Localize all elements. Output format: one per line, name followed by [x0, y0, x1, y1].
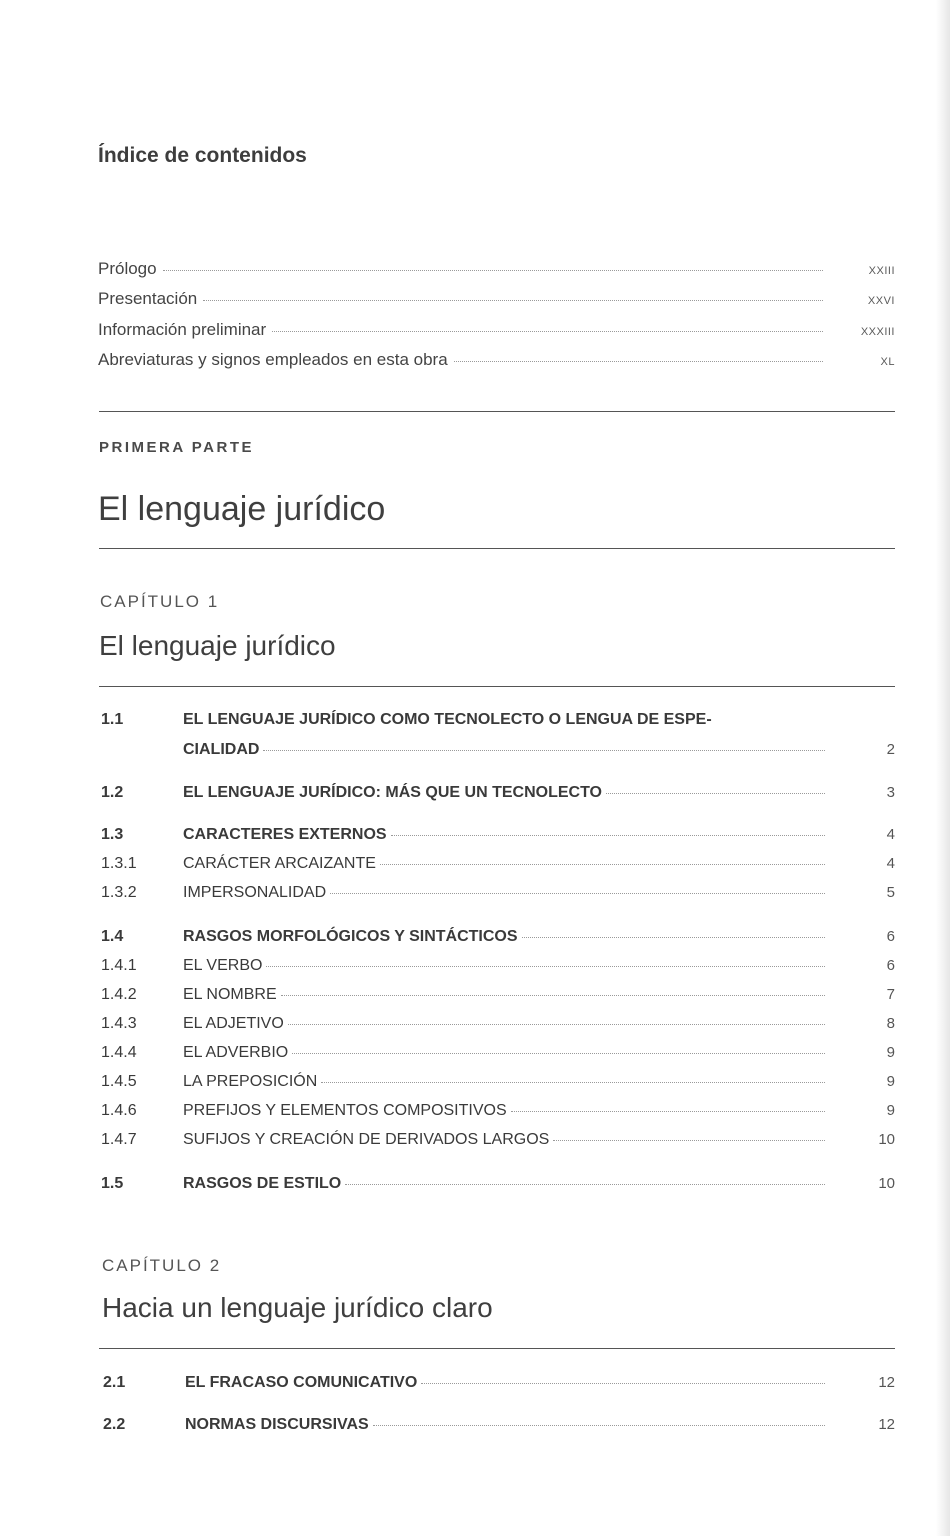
toc-entry[interactable] — [103, 1416, 895, 1434]
toc-entry-number: 1.4.1 — [101, 957, 137, 974]
part-label: PRIMERA PARTE — [99, 439, 255, 456]
dot-leader — [272, 331, 823, 332]
toc-entry-title: CARÁCTER ARCAIZANTE — [183, 855, 376, 872]
toc-page-number: 3 — [886, 784, 895, 801]
toc-subentry[interactable] — [101, 1044, 895, 1062]
dot-leader — [263, 750, 825, 751]
toc-page-number: 4 — [886, 826, 895, 843]
toc-entry-title: EL FRACASO COMUNICATIVO — [185, 1374, 418, 1391]
dot-leader — [421, 1383, 825, 1384]
toc-entry-number: 2.1 — [103, 1374, 126, 1391]
toc-entry-title: Información preliminar — [98, 320, 267, 339]
toc-subentry[interactable] — [101, 1102, 895, 1120]
toc-entry-title: CARACTERES EXTERNOS — [183, 826, 387, 843]
toc-entry-number: 1.3.2 — [101, 884, 137, 901]
dot-leader — [373, 1425, 825, 1426]
toc-entry-number: 2.2 — [103, 1416, 126, 1433]
toc-page-number: 10 — [878, 1131, 895, 1148]
toc-entry-title: RASGOS DE ESTILO — [183, 1175, 342, 1192]
page-title: Índice de contenidos — [98, 144, 307, 167]
toc-front-matter-item[interactable] — [98, 289, 895, 309]
dot-leader — [606, 793, 825, 794]
section-divider — [99, 548, 895, 549]
dot-leader — [203, 300, 823, 301]
toc-page-number: 6 — [886, 957, 895, 974]
dot-leader — [553, 1140, 825, 1141]
dot-leader — [321, 1082, 825, 1083]
toc-entry-number: 1.4.4 — [101, 1044, 137, 1061]
dot-leader — [391, 835, 825, 836]
toc-entry-title: EL LENGUAJE JURÍDICO: MÁS QUE UN TECNOLECTO — [183, 784, 602, 801]
toc-entry-number: 1.4.2 — [101, 986, 137, 1003]
toc-entry-title: Prólogo — [98, 259, 157, 278]
toc-entry-title: EL ADJETIVO — [183, 1015, 284, 1032]
toc-entry-continuation[interactable] — [101, 741, 895, 759]
chapter-label: CAPÍTULO 1 — [100, 592, 220, 611]
toc-subentry[interactable] — [101, 884, 895, 902]
toc-page-number: 6 — [886, 928, 895, 945]
section-divider — [99, 1348, 895, 1349]
toc-page-number: XXXIII — [860, 326, 895, 338]
dot-leader — [330, 893, 825, 894]
dot-leader — [511, 1111, 825, 1112]
dot-leader — [163, 270, 823, 271]
toc-page-number: XL — [880, 356, 895, 368]
toc-page-number: 4 — [886, 855, 895, 872]
toc-entry-number: 1.5 — [101, 1175, 124, 1192]
chapter-title: Hacia un lenguaje jurídico claro — [102, 1292, 493, 1323]
toc-page-number: 5 — [886, 884, 895, 901]
section-divider — [99, 411, 895, 412]
toc-entry-title: RASGOS MORFOLÓGICOS Y SINTÁCTICOS — [183, 928, 518, 945]
toc-subentry[interactable] — [101, 957, 895, 975]
toc-entry[interactable] — [103, 1374, 895, 1392]
toc-front-matter-item[interactable] — [98, 259, 895, 279]
toc-entry-number: 1.4.7 — [101, 1131, 137, 1148]
toc-page-number: 2 — [886, 741, 895, 758]
toc-entry-number: 1.1 — [101, 711, 124, 728]
toc-entry-title: NORMAS DISCURSIVAS — [185, 1416, 369, 1433]
toc-front-matter-item[interactable] — [98, 320, 895, 340]
dot-leader — [266, 966, 825, 967]
toc-entry-title: SUFIJOS Y CREACIÓN DE DERIVADOS LARGOS — [183, 1131, 550, 1148]
chapter-title: El lenguaje jurídico — [99, 630, 336, 661]
toc-entry-title: LA PREPOSICIÓN — [183, 1073, 318, 1090]
dot-leader — [345, 1184, 825, 1185]
toc-page-number: XXVI — [867, 295, 895, 307]
toc-entry-number: 1.4.6 — [101, 1102, 137, 1119]
toc-entry[interactable] — [101, 1175, 895, 1193]
toc-entry-number: 1.4.3 — [101, 1015, 137, 1032]
toc-subentry[interactable] — [101, 986, 895, 1004]
toc-subentry[interactable] — [101, 1015, 895, 1033]
toc-entry[interactable] — [101, 711, 895, 729]
toc-page-number: 8 — [886, 1015, 895, 1032]
toc-entry-title: IMPERSONALIDAD — [183, 884, 327, 901]
toc-page-number: 9 — [886, 1073, 895, 1090]
toc-entry-number: 1.2 — [101, 784, 124, 801]
dot-leader — [292, 1053, 825, 1054]
dot-leader — [288, 1024, 825, 1025]
toc-entry-number: 1.3.1 — [101, 855, 137, 872]
part-title: El lenguaje jurídico — [98, 490, 386, 528]
dot-leader — [380, 864, 825, 865]
toc-entry-title: PREFIJOS Y ELEMENTOS COMPOSITIVOS — [183, 1102, 507, 1119]
toc-entry[interactable] — [101, 784, 895, 802]
toc-entry[interactable] — [101, 826, 895, 844]
toc-front-matter-item[interactable] — [98, 350, 895, 370]
toc-subentry[interactable] — [101, 1131, 895, 1149]
toc-entry-number: 1.4 — [101, 928, 124, 945]
toc-entry-title: EL ADVERBIO — [183, 1044, 289, 1061]
toc-entry-title: EL NOMBRE — [183, 986, 277, 1003]
toc-entry-title: EL VERBO — [183, 957, 263, 974]
chapter-label: CAPÍTULO 2 — [102, 1256, 222, 1275]
toc-entry-title: EL LENGUAJE JURÍDICO COMO TECNOLECTO O LENGUA DE ESPE- — [183, 711, 712, 728]
toc-page-number: 12 — [878, 1416, 895, 1433]
toc-entry[interactable] — [101, 928, 895, 946]
toc-page-number: 9 — [886, 1044, 895, 1061]
toc-page-number: XXIII — [868, 265, 895, 277]
dot-leader — [454, 361, 823, 362]
toc-subentry[interactable] — [101, 1073, 895, 1091]
dot-leader — [281, 995, 825, 996]
toc-entry-number: 1.4.5 — [101, 1073, 137, 1090]
toc-page-number: 10 — [878, 1175, 895, 1192]
toc-entry-number: 1.3 — [101, 826, 124, 843]
toc-page-number: 7 — [886, 986, 895, 1003]
toc-subentry[interactable] — [101, 855, 895, 873]
toc-entry-title: Abreviaturas y signos empleados en esta obra — [98, 350, 448, 369]
toc-entry-title: Presentación — [98, 289, 198, 308]
toc-entry-title: CIALIDAD — [183, 741, 260, 758]
toc-page-number: 12 — [878, 1374, 895, 1391]
section-divider — [99, 686, 895, 687]
toc-page-number: 9 — [886, 1102, 895, 1119]
page-edge-shadow — [936, 0, 950, 1536]
dot-leader — [522, 937, 825, 938]
